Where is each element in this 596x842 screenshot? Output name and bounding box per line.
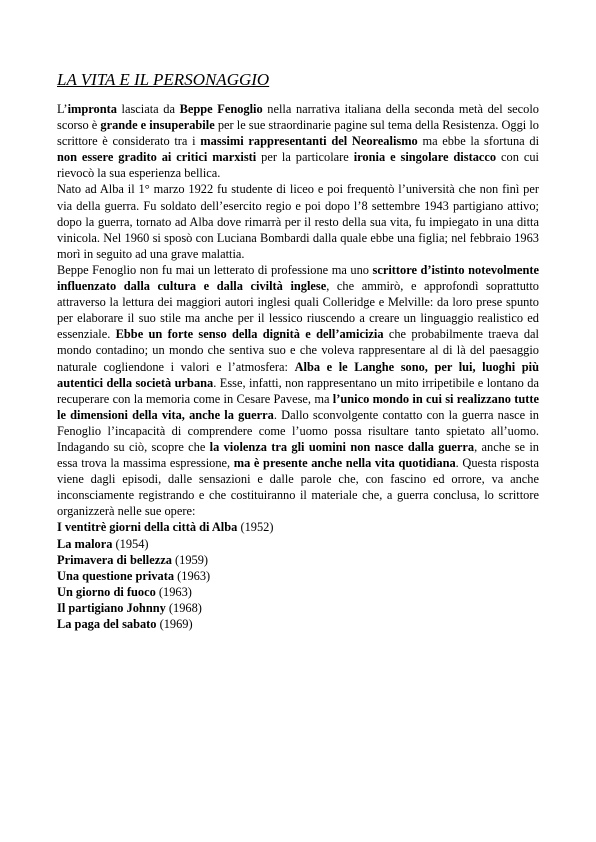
work-year: (1952) [237,520,274,535]
works-list [57,519,539,632]
paragraph-style [57,262,539,520]
bold-text-run: Ebbe un forte senso della dignità e dell’amicizia [115,327,384,342]
work-item [57,552,539,568]
paragraph-intro [57,101,539,181]
work-title: Primavera di bellezza [57,552,172,567]
bold-text-run: massimi rappresentanti del Neorealismo [200,134,418,149]
document-body [57,101,539,632]
page-title: LA VITA E IL PERSONAGGIO [57,70,270,89]
bold-text-run: ironia e singolare distacco [353,150,497,165]
text-run: Nato ad Alba il 1° marzo 1922 fu studente di liceo e poi frequentò l’università che non finì per via della guerra. Fu soldato dell’esercito regio e poi dopo l’8 settembre 1943 partigiano attivo; dopo la guerra, tornato ad Alba dove rimarrà per il resto della sua vita, fu impiegato in una ditta vinicola. Nel 1960 si sposò con Luciana Bombardi dalla quale ebbe una figlia; nel febbraio 1963 morì in seguito ad una grave malattia. [57,182,539,261]
bold-text-run: impronta [67,102,117,116]
work-title: La malora [57,536,113,551]
work-item [57,600,539,616]
work-year: (1963) [155,584,192,599]
text-run: per la particolare [256,150,354,165]
work-title: Una questione privata [57,568,175,583]
text-run: Beppe Fenoglio non fu mai un letterato di professione ma uno [57,262,373,277]
text-run: . Questa risposta viene dagli episodi, dalle sensazioni e dalle parole che, con fascino ed orrore, va anche inconsciamente registrando e che costituiranno il materiale che, a guerra conclusa, lo scrittore organizzerà nelle sue opere: [57,456,539,519]
work-title: La paga del sabato [57,617,157,631]
text-run: per le sue straordinarie pagine sul tema della Resistenza. Oggi lo scrittore è considerato tra i [57,118,539,149]
bold-text-run: Beppe Fenoglio [179,102,263,116]
text-run: che probabilmente traeva dal mondo contadino; un mondo che sentiva suo e che voleva rappresentare al di là del paesaggio naturale cogliendone i valori e l’atmosfera: [57,327,539,374]
work-title: Il partigiano Johnny [57,600,166,615]
bold-text-run: la violenza tra gli uomini non nasce dalla guerra [209,439,475,454]
text-run: . Esse, infatti, non rappresentano un mito irripetibile e lontano da recuperare con la memoria come in Cesare Pavese, ma [57,375,539,406]
work-item [57,616,539,632]
text-run: lasciata da [116,102,180,116]
bold-text-run: non essere gradito ai critici marxisti [57,150,257,165]
text-run: con cui rievocò la sua esperienza bellica. [57,150,539,181]
work-year: (1968) [165,600,202,615]
text-run: , che ammirò, e approfondì soprattutto attraverso la lettura dei maggiori autori inglesi quali Colleridge e Melville: da loro prese spunto per elaborare il suo stile ma anche per il lessico riuscendo a creare un linguaggio realistico ed essenziale. [57,279,539,342]
work-year: (1954) [112,536,149,551]
work-title: I ventitrè giorni della città di Alba [57,520,238,535]
work-item [57,568,539,584]
paragraph-biography [57,181,539,261]
work-item [57,584,539,600]
text-run: ma ebbe la sfortuna di [417,134,540,149]
text-run: . Dallo sconvolgente contatto con la guerra nasce in Fenoglio l’incapacità di comprendere come l’uomo possa risultare tanto spietato all’uomo. Indagando su ciò, scopre che [57,407,540,454]
work-title: Un giorno di fuoco [57,584,156,599]
work-item [57,536,539,552]
work-year: (1969) [156,617,193,631]
work-item [57,519,539,535]
bold-text-run: grande e insuperabile [100,118,215,133]
text-run: L’ [57,102,68,116]
bold-text-run: scrittore d’istinto notevolmente influenzato dalla cultura e dalla civiltà inglese [57,262,539,294]
text-run: nella narrativa italiana della seconda metà del secolo scorso è [57,102,540,133]
work-year: (1963) [174,568,211,583]
bold-text-run: Alba e le Langhe sono, per lui, luoghi più autentici della società urbana [57,359,539,390]
text-run: , anche se in essa trova la massima espressione, [57,439,539,471]
bold-text-run: ma è presente anche nella vita quotidiana [233,456,456,471]
work-year: (1959) [171,552,209,567]
bold-text-run: l’unico mondo in cui si realizzano tutte le dimensioni della vita, anche la guerra [57,391,540,422]
